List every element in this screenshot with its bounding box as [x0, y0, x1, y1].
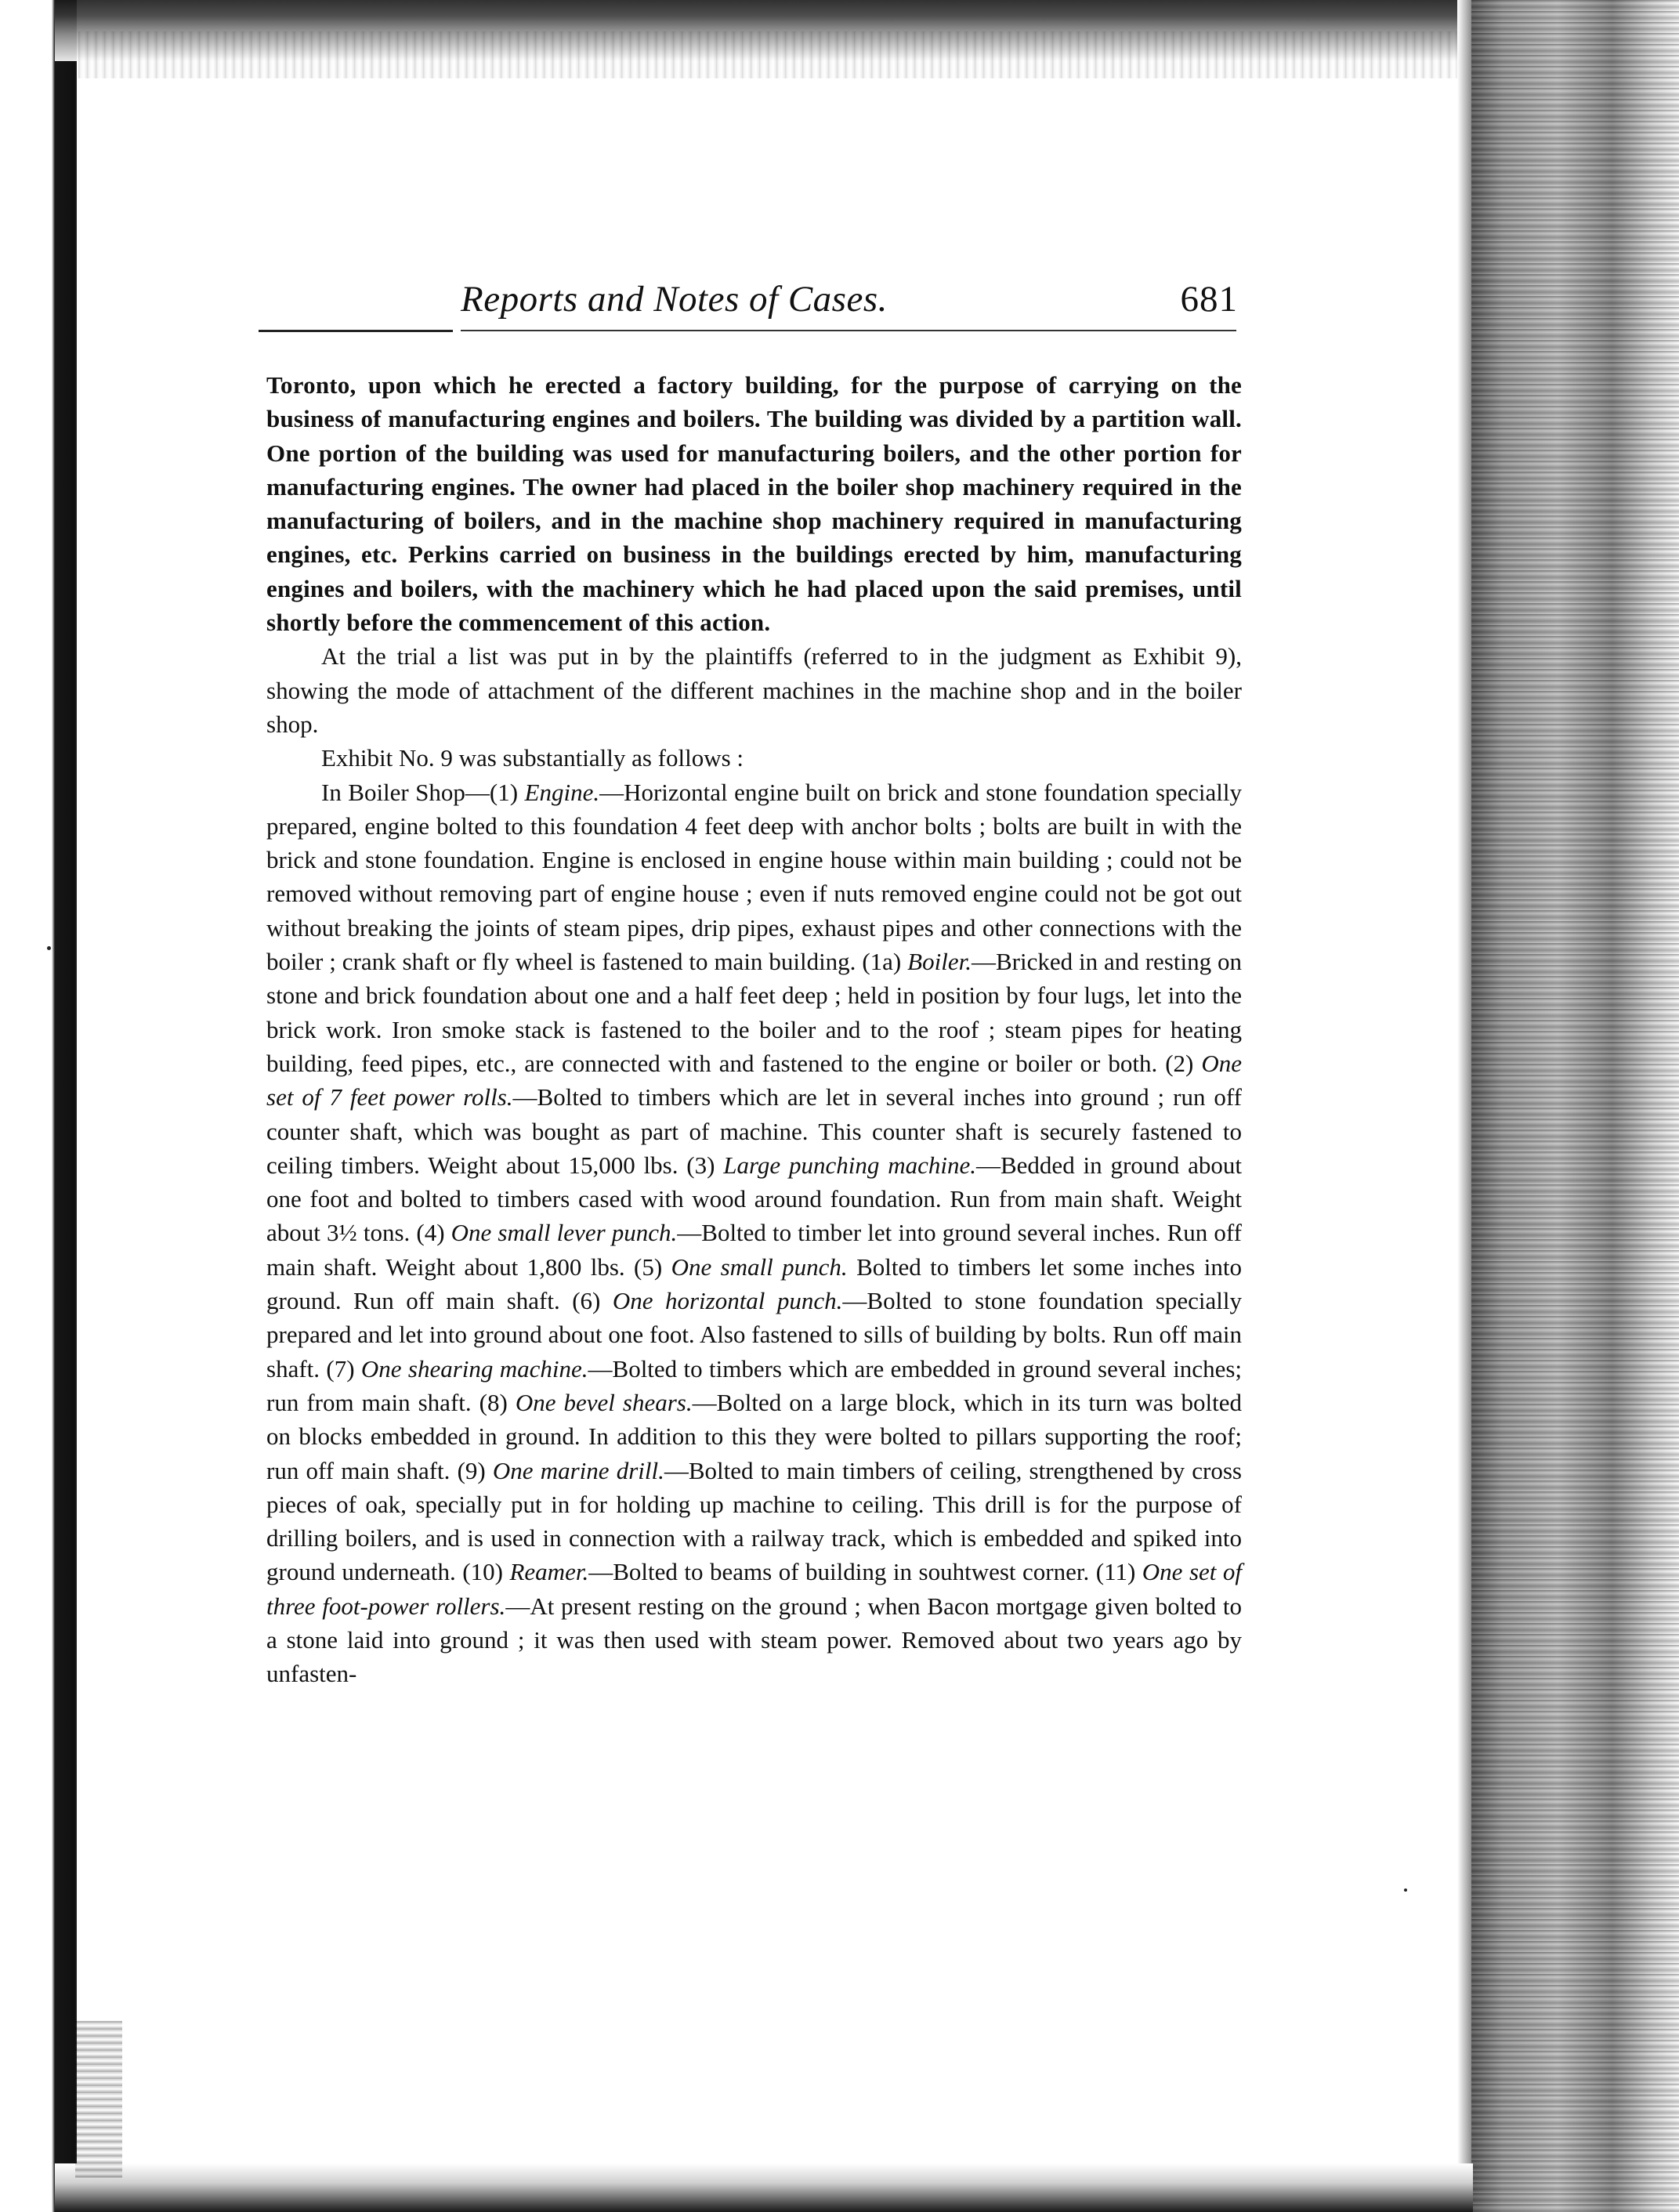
scan-top-noise: [78, 31, 1473, 78]
page-number: 681: [1180, 279, 1238, 320]
exhibit-text: —Bolted to timbers which are embedded in ground several inches; run from main shaft. (8): [266, 1354, 1243, 1416]
exhibit-text: —Bolted to stone foundation specially prepared and let into ground about one foot. Also fastened to sills of building by bolts. Run off main shaft. (7): [266, 1287, 1243, 1382]
scan-bottom-border: [55, 2163, 1473, 2212]
exhibit-text: Bolted to timbers let some inches into ground. Run off main shaft. (6): [266, 1252, 1242, 1315]
machine-name: One bevel shears.: [515, 1388, 693, 1416]
exhibit-text: —Bolted to timber let into ground several inches. Run off main shaft. Weight about 1,800 lbs. (5): [266, 1219, 1242, 1281]
machine-name: Engine.: [524, 778, 600, 806]
exhibit-text: —Bedded in ground about one foot and bolted to timbers cased with wood around foundation. Run from main shaft. Weight about 3½ tons. (4): [266, 1151, 1242, 1247]
exhibit-text: —Bolted to timbers which are let in several inches into ground ; run off counter shaft, which was bought as part of machine. This counter shaft is securely fastened to ceiling timbers. Weight about 15,000 lbs. (3): [266, 1083, 1242, 1179]
machine-name: One marine drill.: [492, 1456, 664, 1484]
scan-speck: [1404, 1889, 1407, 1892]
exhibit-text: —Horizontal engine built on brick and stone foundation specially prepared, engine bolted to this foundation 4 feet deep with anchor bolts ; bolts are built in with the brick and stone foundation. Engine is enclosed in engine house within main building ; could not be removed without removing part of engine house ; even if nuts removed engine could not be got out without breaking the joints of steam pipes, drip pipes, exhaust pipes and other connections with the boiler ; crank shaft or fly wheel is fastened to main building. (1a): [266, 778, 1242, 976]
scan-right-border: [1471, 0, 1679, 2212]
machine-name: Large punching machine.: [723, 1151, 976, 1179]
machine-name: One small punch.: [671, 1252, 848, 1281]
header-rule-left: [259, 330, 453, 332]
exhibit-text: —At present resting on the ground ; when Bacon mortgage given bolted to a stone laid into ground ; it was then used with steam power. Removed about two years ago by unfasten-: [266, 1592, 1243, 1688]
page-header-title: Reports and Notes of Cases.: [461, 279, 888, 320]
machine-name: One horizontal punch.: [612, 1287, 843, 1315]
paragraph-exhibit-list: [266, 775, 1242, 1691]
exhibit-text: —Bolted to main timbers of ceiling, strengthened by cross pieces of oak, specially put in for holding up machine to ceiling. This drill is for the purpose of drilling boilers, and is used in connection with a railway track, which is embedded and spiked into ground underneath. (10): [266, 1456, 1243, 1586]
scan-bottom-left-noise: [75, 2021, 122, 2178]
paragraph-2: At the trial a list was put in by the plaintiffs (referred to in the judgment as Exhibit 9), showing the mode of attachment of the different machines in the machine shop and in the boiler shop.: [266, 642, 1242, 738]
machine-name: One set of 7 feet power rolls.: [266, 1049, 1242, 1111]
scan-left-border: [0, 0, 77, 2212]
header-rule-right: [461, 330, 1236, 331]
machine-name: Reamer.: [509, 1558, 589, 1586]
exhibit-text: —Bolted to beams of building in souhtwest corner. (11): [588, 1558, 1142, 1586]
machine-name: One small lever punch.: [451, 1219, 678, 1247]
exhibit-text: In Boiler Shop—(1): [321, 778, 525, 806]
machine-name: One shearing machine.: [360, 1354, 588, 1382]
running-header: [259, 278, 1238, 333]
page-body-text: [266, 368, 1242, 1691]
paragraph-1: Toronto, upon which he erected a factory building, for the purpose of carrying on the business of manufacturing engines and boilers. The building was divided by a partition wall. One portion of the building was used for manufacturing boilers, and the other portion for manufacturing engines. The owner had placed in the boiler shop machinery required in the manufacturing of boilers, and in the machine shop machinery required in manufacturing engines, etc. Perkins carried on business in the buildings erected by him, manufacturing engines and boilers, with the machinery which he had placed upon the said premises, until shortly before the commencement of this action.: [266, 371, 1242, 637]
paragraph-3: Exhibit No. 9 was substantially as follows :: [321, 744, 744, 772]
scan-speck: [47, 946, 51, 950]
machine-name: Boiler.: [907, 948, 972, 976]
machine-name: One set of three foot-power rollers.: [266, 1558, 1243, 1620]
exhibit-text: —Bricked in and resting on stone and brick foundation about one and a half feet deep ; held in position by four lugs, let into the brick work. Iron smoke stack is fastened to the boiler and to the roof ; steam pipes for heating building, feed pipes, etc., are connected with and fastened to the engine or boiler or both. (2): [266, 948, 1242, 1077]
exhibit-text: —Bolted on a large block, which in its turn was bolted on blocks embedded in ground. In addition to this they were bolted to pillars supporting the roof; run off main shaft. (9): [266, 1388, 1242, 1484]
